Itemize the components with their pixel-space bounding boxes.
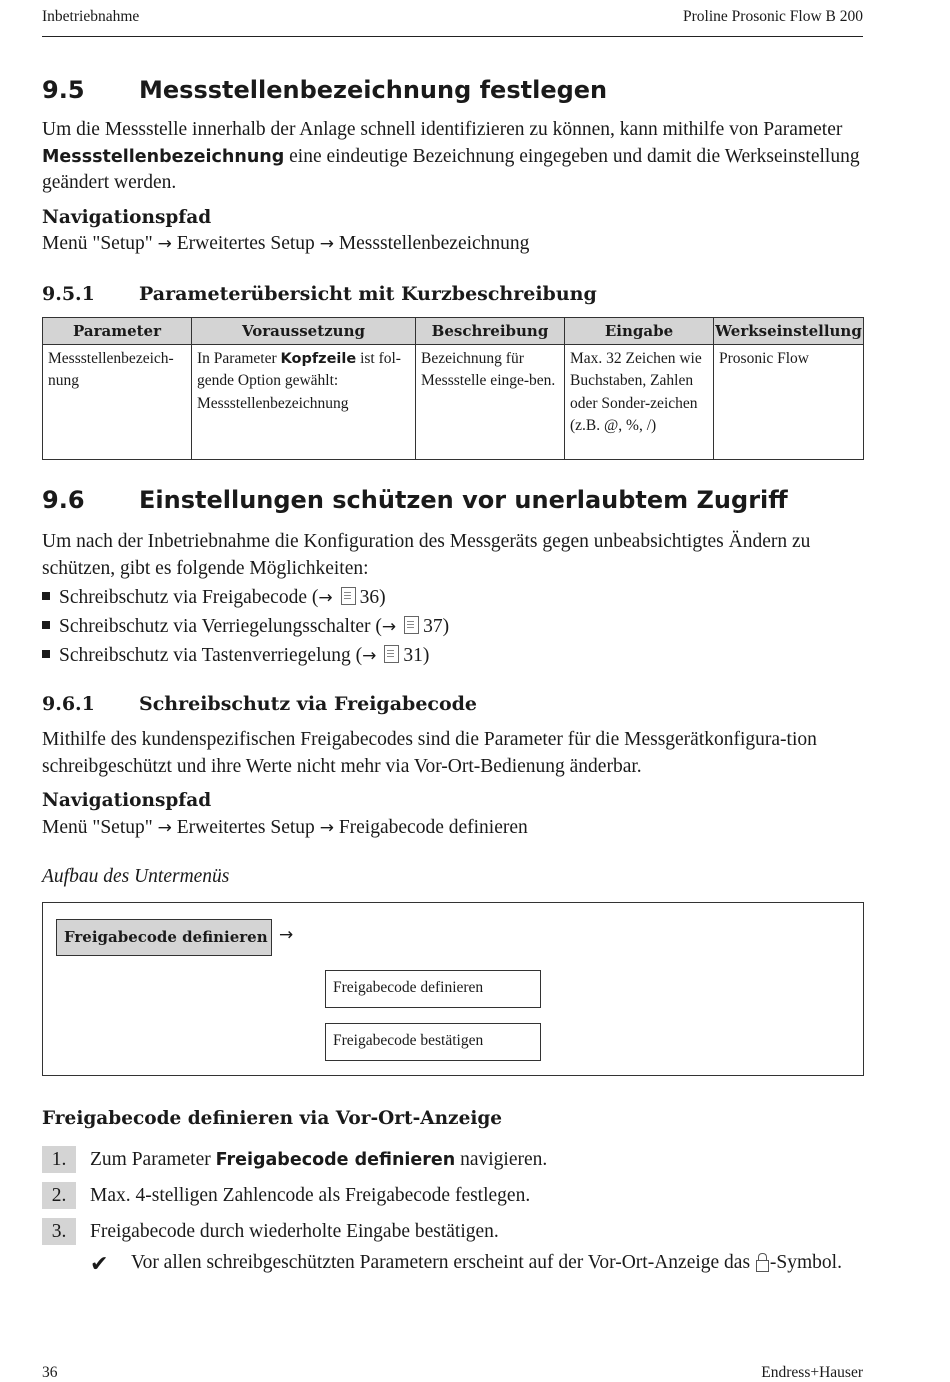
column-header: Eingabe [565, 318, 714, 345]
list-item [42, 614, 449, 638]
page-header [42, 8, 863, 37]
step-text-part: navigieren. [455, 1149, 548, 1170]
result-text-part: -Symbol. [769, 1252, 842, 1273]
table-row [43, 345, 864, 460]
heading-title: Messstellenbezeichnung festlegen [139, 76, 608, 104]
paragraph-text: Um die Messstelle innerhalb der Anlage schnell identifizieren zu können, kann mithilfe von Parameter [42, 119, 843, 140]
parameter-table [42, 317, 864, 460]
nav-path-label: Navigationspfad [42, 790, 212, 811]
parameter-name: Kopfzeile [280, 351, 357, 367]
nav-step: Freigabecode definieren [338, 817, 528, 838]
checkmark-icon: ✔ [90, 1252, 109, 1277]
paragraph-text: eine eindeutige Bezeichnung eingegeben und damit die Werkseinstellung geändert werden. [42, 145, 860, 193]
lock-icon [756, 1260, 769, 1272]
cell-text: ist fol-gende Option gewählt: Messstellenbezeichnung [197, 350, 401, 412]
submenu-caption: Aufbau des Untermenüs [42, 866, 230, 887]
page-reference[interactable]: 36 [359, 587, 380, 608]
page-number: 36 [42, 1364, 58, 1381]
heading-title: Einstellungen schützen vor unerlaubtem Zugriff [139, 486, 788, 514]
submenu-structure [42, 902, 864, 1076]
right-arrow-icon: → [157, 818, 172, 838]
result-text [131, 1250, 863, 1277]
heading-title: Schreibschutz via Freigabecode [139, 693, 478, 715]
list-item-text: Schreibschutz via Tastenverriegelung ( [59, 645, 363, 666]
paragraph-9-6-1-intro: Mithilfe des kundenspezifischen Freigabecodes sind die Parameter für die Messgerätkonfigura-tion schreibgeschützt und ihre Werte nicht mehr via Vor-Ort-Bedienung änderbar. [42, 729, 817, 777]
cell-werkseinstellung: Prosonic Flow [714, 345, 864, 460]
paragraph-9-5-intro [42, 117, 863, 197]
list-item-text: Schreibschutz via Freigabecode ( [59, 587, 319, 608]
bullet-icon [42, 621, 50, 629]
parameter-name: Freigabecode definieren [215, 1150, 456, 1170]
procedure-title: Freigabecode definieren via Vor-Ort-Anzeige [42, 1108, 503, 1129]
submenu-item-freigabecode-definieren[interactable]: Freigabecode definieren [325, 970, 541, 1008]
header-product-name: Proline Prosonic Flow B 200 [683, 8, 863, 25]
heading-number: 9.5 [42, 76, 85, 104]
right-arrow-icon: → [319, 234, 334, 254]
right-arrow-icon: → [381, 617, 397, 637]
step-number: 1. [42, 1146, 76, 1173]
cell-voraussetzung [192, 345, 416, 460]
right-arrow-icon: → [319, 818, 334, 838]
cell-parameter: Messstellenbezeich-nung [43, 345, 192, 460]
list-item [42, 643, 429, 667]
header-section-title: Inbetriebnahme [42, 8, 140, 25]
table-header-row [43, 318, 864, 345]
result-text-part: Vor allen schreibgeschützten Parametern erscheint auf der Vor-Ort-Anzeige das [131, 1252, 755, 1273]
list-item-text: Schreibschutz via Verriegelungsschalter ( [59, 616, 382, 637]
list-item-text: ) [379, 587, 386, 608]
right-arrow-icon: → [157, 234, 172, 254]
heading-title: Parameterübersicht mit Kurzbeschreibung [139, 283, 597, 305]
step-text-part: Zum Parameter [90, 1149, 216, 1170]
bullet-icon [42, 650, 50, 658]
page-reference-icon [341, 587, 356, 605]
submenu-main-item[interactable]: Freigabecode definieren [56, 919, 272, 956]
heading-number: 9.6.1 [42, 693, 95, 715]
parameter-name: Messstellenbezeichnung [42, 146, 285, 167]
list-item-text: ) [422, 645, 430, 666]
page-reference[interactable]: 31 [403, 645, 423, 666]
step-text: Freigabecode durch wiederholte Eingabe bestätigen. [90, 1221, 499, 1242]
heading-number: 9.5.1 [42, 283, 95, 305]
column-header: Voraussetzung [192, 318, 416, 345]
list-item-text: ) [442, 616, 450, 637]
cell-beschreibung: Bezeichnung für Messstelle einge-ben. [416, 345, 565, 460]
step-number: 3. [42, 1218, 76, 1245]
nav-menu: Menü "Setup" [42, 817, 153, 838]
page-reference-icon [404, 616, 419, 634]
heading-number: 9.6 [42, 486, 85, 514]
bullet-icon [42, 592, 50, 600]
page-reference[interactable]: 37 [423, 616, 443, 637]
cell-text: In Parameter [197, 350, 281, 367]
right-arrow-icon: → [362, 646, 377, 666]
column-header: Beschreibung [416, 318, 565, 345]
step-number: 2. [42, 1182, 76, 1209]
cell-eingabe: Max. 32 Zeichen wie Buchstaben, Zahlen oder Sonder-zeichen (z.B. @, %, /) [565, 345, 714, 460]
column-header: Werkseinstellung [714, 318, 864, 345]
step-text: Max. 4-stelligen Zahlencode als Freigabecode festlegen. [90, 1185, 531, 1206]
nav-path [42, 233, 529, 255]
column-header: Parameter [43, 318, 192, 345]
nav-step: Erweitertes Setup [176, 817, 315, 838]
page-reference-icon [384, 645, 399, 663]
right-arrow-icon: → [279, 925, 294, 945]
list-item [42, 585, 386, 609]
nav-menu: Menü "Setup" [42, 233, 153, 254]
nav-step: Erweitertes Setup [176, 233, 315, 254]
brand-name: Endress+Hauser [761, 1364, 863, 1381]
right-arrow-icon: → [318, 588, 333, 608]
step-text [90, 1146, 547, 1174]
submenu-item-freigabecode-bestaetigen[interactable]: Freigabecode bestätigen [325, 1023, 541, 1061]
nav-path [42, 817, 528, 839]
paragraph-9-6-intro: Um nach der Inbetriebnahme die Konfiguration des Messgeräts gegen unbeabsichtigtes Ändern zu schützen, gibt es folgende Möglichkeiten: [42, 531, 811, 579]
nav-step: Messstellenbezeichnung [338, 233, 530, 254]
nav-path-label: Navigationspfad [42, 207, 212, 228]
document-page [42, 0, 863, 1382]
